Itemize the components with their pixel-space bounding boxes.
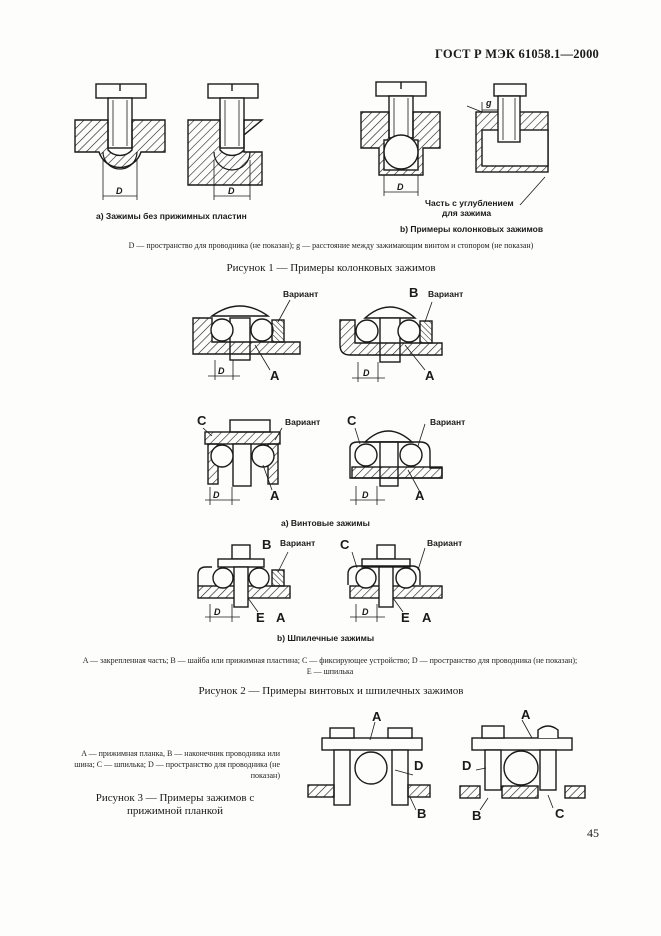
fig2-letter-b-2: B: [262, 537, 272, 552]
fig1-note: D — пространство для проводника (не показан); g — расстояние между зажимающим винтом и стопором (не показан): [128, 241, 534, 250]
fig1b-callout: Часть с углублением для зажима: [425, 198, 514, 218]
fig2-caption: Рисунок 2 — Примеры винтовых и шпилечных зажимов: [198, 685, 464, 697]
fig2-note: A — закрепленная часть; B — шайба или прижимная пластина; C — фиксирующее устройство; D — пространство для проводника (не показан); E — шпилька: [82, 656, 578, 676]
fig1a-left-drawing: [75, 84, 165, 200]
fig3-right-drawing: [460, 720, 585, 810]
fig2-letter-a-1: A: [270, 368, 280, 383]
fig2-variant-6: Вариант: [427, 538, 463, 548]
fig2-letter-a-3: A: [270, 488, 280, 503]
fig2-letter-a-2: A: [425, 368, 435, 383]
fig2-dim-d-5: D: [214, 607, 221, 617]
fig2-sub-b: b) Шпилечные зажимы: [277, 633, 375, 643]
fig1a-right-drawing: [188, 84, 262, 200]
fig1-caption: Рисунок 1 — Примеры колонковых зажимов: [226, 262, 436, 274]
fig2-letter-a-4: A: [415, 488, 425, 503]
fig2-dim-d-1: D: [218, 366, 225, 376]
fig2-letter-a-5: A: [276, 610, 286, 625]
fig2-variant-3: Вариант: [285, 417, 321, 427]
fig3-letter-b-1: B: [417, 806, 427, 821]
fig2-variant-2: Вариант: [428, 289, 464, 299]
fig2-variant-1: Вариант: [283, 289, 319, 299]
fig2-dim-d-3: D: [213, 490, 220, 500]
fig2-letter-e-2: E: [401, 610, 410, 625]
fig1b-dim-g: g: [486, 98, 492, 108]
fig2-sub-a: a) Винтовые зажимы: [281, 518, 370, 528]
fig3-letter-d-1: D: [414, 758, 424, 773]
fig1-sub-a: a) Зажимы без прижимных пластин: [96, 211, 247, 221]
fig2-variant-4: Вариант: [430, 417, 466, 427]
fig2-letter-c-1: C: [197, 413, 207, 428]
fig3-legend: A — прижимная планка, B — наконечник проводника или шина; C — шпилька; D — пространство для проводника (не показан): [74, 749, 280, 780]
fig2-variant-5: Вариант: [280, 538, 316, 548]
fig1b-right-drawing: [467, 84, 548, 205]
fig2-letter-c-2: C: [347, 413, 357, 428]
fig3-caption: Рисунок 3 — Примеры зажимов с прижимной планкой: [95, 792, 255, 817]
fig2-screw-drawing-1: [193, 300, 300, 380]
fig3-letter-a-2: A: [521, 707, 531, 722]
fig1a-dim-d-right: D: [228, 186, 235, 196]
fig2-letter-a-6: A: [422, 610, 432, 625]
fig1b-left-drawing: [361, 82, 440, 196]
fig3-letter-d-2: D: [462, 758, 472, 773]
fig3-letter-c-1: C: [555, 806, 565, 821]
fig3-left-drawing: [308, 722, 430, 810]
fig2-dim-d-2: D: [363, 368, 370, 378]
fig3-letter-a-1: A: [372, 709, 382, 724]
fig2-letter-b-1: B: [409, 285, 419, 300]
document-header: ГОСТ Р МЭК 61058.1—2000: [435, 47, 599, 61]
fig2-letter-c-3: C: [340, 537, 350, 552]
fig1-sub-b: b) Примеры колонковых зажимов: [400, 224, 544, 234]
fig2-dim-d-6: D: [362, 607, 369, 617]
fig2-dim-d-4: D: [362, 490, 369, 500]
page-number: 45: [587, 826, 599, 840]
fig1a-dim-d-left: D: [116, 186, 123, 196]
fig3-letter-b-2: B: [472, 808, 482, 823]
fig1b-dim-d: D: [397, 182, 404, 192]
fig2-letter-e-1: E: [256, 610, 265, 625]
